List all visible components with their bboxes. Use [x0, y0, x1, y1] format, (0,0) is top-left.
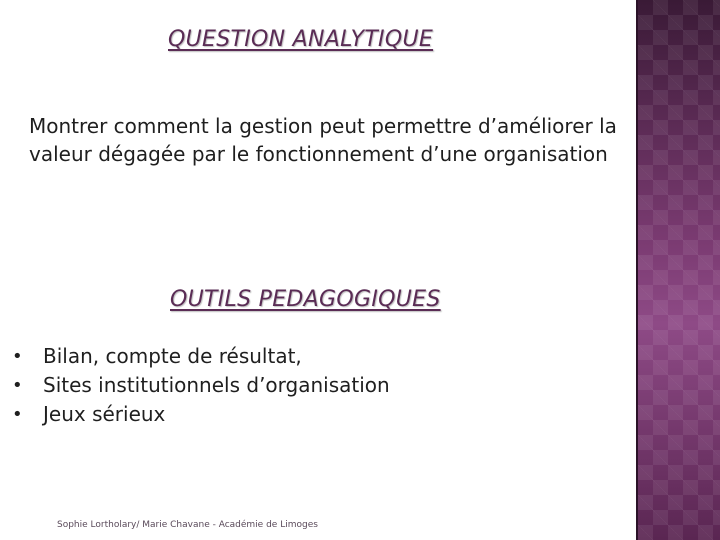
footer-credit: Sophie Lortholary/ Marie Chavane - Académie de Limoges: [57, 520, 318, 530]
bullet-icon: •: [12, 404, 23, 425]
list-item-text: Bilan, compte de résultat,: [43, 344, 302, 368]
list-item: [0, 342, 390, 371]
tools-heading: OUTILS PEDAGOGIQUES: [170, 287, 441, 312]
question-text: Montrer comment la gestion peut permettre d’améliorer la valeur dégagée par le fonctionnement d’une organisation: [29, 114, 617, 166]
bullet-icon: •: [12, 346, 23, 367]
list-item-text: Jeux sérieux: [43, 402, 166, 426]
tools-list: [0, 342, 390, 429]
question-heading: QUESTION ANALYTIQUE: [168, 27, 434, 52]
list-item: [0, 371, 390, 400]
bullet-icon: •: [12, 375, 23, 396]
list-item: [0, 400, 390, 429]
list-item-text: Sites institutionnels d’organisation: [43, 373, 390, 397]
decorative-side-panel: [638, 0, 720, 540]
